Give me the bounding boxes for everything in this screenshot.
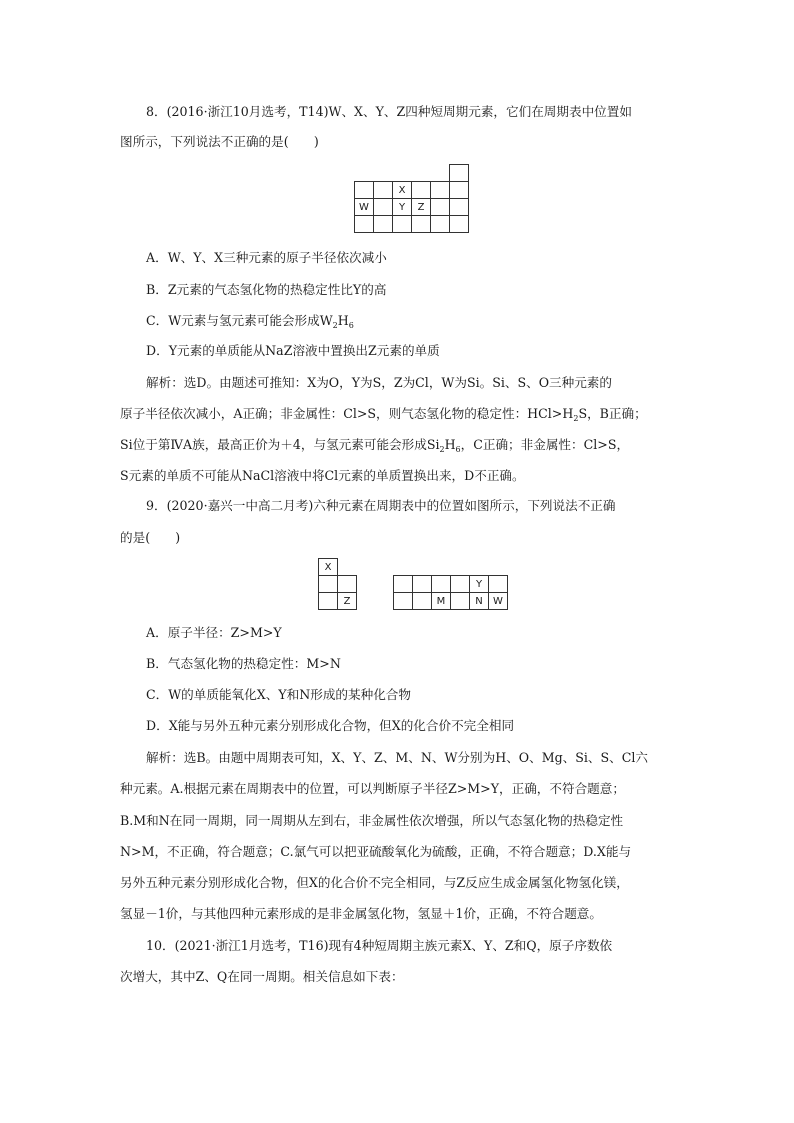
q8-analysis-line4: S元素的单质不可能从NaCl溶液中将Cl元素的单质置换出来，D不正确。 — [120, 468, 525, 483]
q8-cell-x: X — [393, 182, 412, 199]
q9-analysis-line6: 氢显－1价，与其他四种元素形成的是非金属氢化物，氢显＋1价，正确，不符合题意。 — [120, 906, 602, 921]
q9-analysis-line2: 种元素。A.根据元素在周期表中的位置，可以判断原子半径Z>M>Y，正确，不符合题意； — [120, 781, 625, 796]
q8-stem-line2: 图所示，下列说法不正确的是( ) — [120, 134, 319, 149]
q9-cell-z: Z — [338, 593, 357, 610]
q9-cell-w: W — [489, 593, 508, 610]
q8-analysis-line3: Si位于第ⅣA族，最高正价为＋4，与氢元素可能会形成$Si_2H_6$，C正确；非金属性：Cl>S， — [120, 437, 630, 454]
q8-analysis-line2: 原子半径依次减小，A正确；非金属性：Cl>S，则气态氢化物的稳定性：$HCl>H_2S$，B正确； — [120, 406, 647, 423]
q8-periodic-table — [354, 164, 469, 233]
q9-cell-n: N — [470, 593, 489, 610]
q9-cell-y: Y — [470, 576, 489, 593]
q9-option-c: C．W的单质能氧化X、Y和N形成的某种化合物 — [146, 687, 411, 702]
q8-cell-z: Z — [412, 199, 431, 216]
q9-analysis-line3: B.M和N在同一周期，同一周期从左到右，非金属性依次增强，所以气态氢化物的热稳定性 — [120, 813, 624, 828]
q10-stem-line1: 10．(2021·浙江1月选考，T16)现有4种短周期主族元素X、Y、Z和Q，原子序数依 — [146, 938, 613, 953]
q9-option-d: D．X能与另外五种元素分别形成化合物，但X的化合价不完全相同 — [146, 718, 515, 733]
q9-periodic-table — [318, 558, 508, 610]
q9-cell-x: X — [319, 559, 338, 576]
q9-analysis-line4: N>M，不正确，符合题意；C.氯气可以把亚硫酸氧化为硫酸，正确，不符合题意；D.X能与 — [120, 844, 632, 859]
q9-analysis-line5: 另外五种元素分别形成化合物，但X的化合价不完全相同，与Z反应生成金属氢化物氢化镁， — [120, 875, 629, 890]
q9-option-b: B．气态氢化物的热稳定性：M>N — [146, 656, 341, 671]
q9-analysis-line1: 解析：选B。由题中周期表可知，X、Y、Z、M、N、W分别为H、O、Mg、Si、S、Cl六 — [146, 750, 648, 765]
q8-option-c: C．W元素与氢元素可能会形成$W_2H_6$ — [146, 313, 354, 330]
q8-analysis-line1: 解析：选D。由题述可推知：X为O，Y为S，Z为Cl，W为Si。Si、S、O三种元素的 — [146, 375, 612, 390]
q8-cell-y: Y — [393, 199, 412, 216]
q10-stem-line2: 次增大，其中Z、Q在同一周期。相关信息如下表： — [120, 969, 404, 984]
q9-cell-m: M — [432, 593, 451, 610]
q8-option-b: B．Z元素的气态氢化物的热稳定性比Y的高 — [146, 282, 387, 297]
q8-cell-w: W — [355, 199, 374, 216]
q9-stem-line2: 的是( ) — [120, 530, 181, 545]
q9-stem-line1: 9．(2020·嘉兴一中高二月考)六种元素在周期表中的位置如图所示，下列说法不正确 — [146, 498, 616, 513]
q8-option-a: A．W、Y、X三种元素的原子半径依次减小 — [146, 250, 387, 265]
q8-option-d: D．Y元素的单质能从NaZ溶液中置换出Z元素的单质 — [146, 343, 440, 358]
q9-option-a: A．原子半径：Z>M>Y — [146, 625, 282, 640]
q8-stem-line1: 8．(2016·浙江10月选考，T14)W、X、Y、Z四种短周期元素，它们在周期表中位置如 — [146, 104, 632, 119]
